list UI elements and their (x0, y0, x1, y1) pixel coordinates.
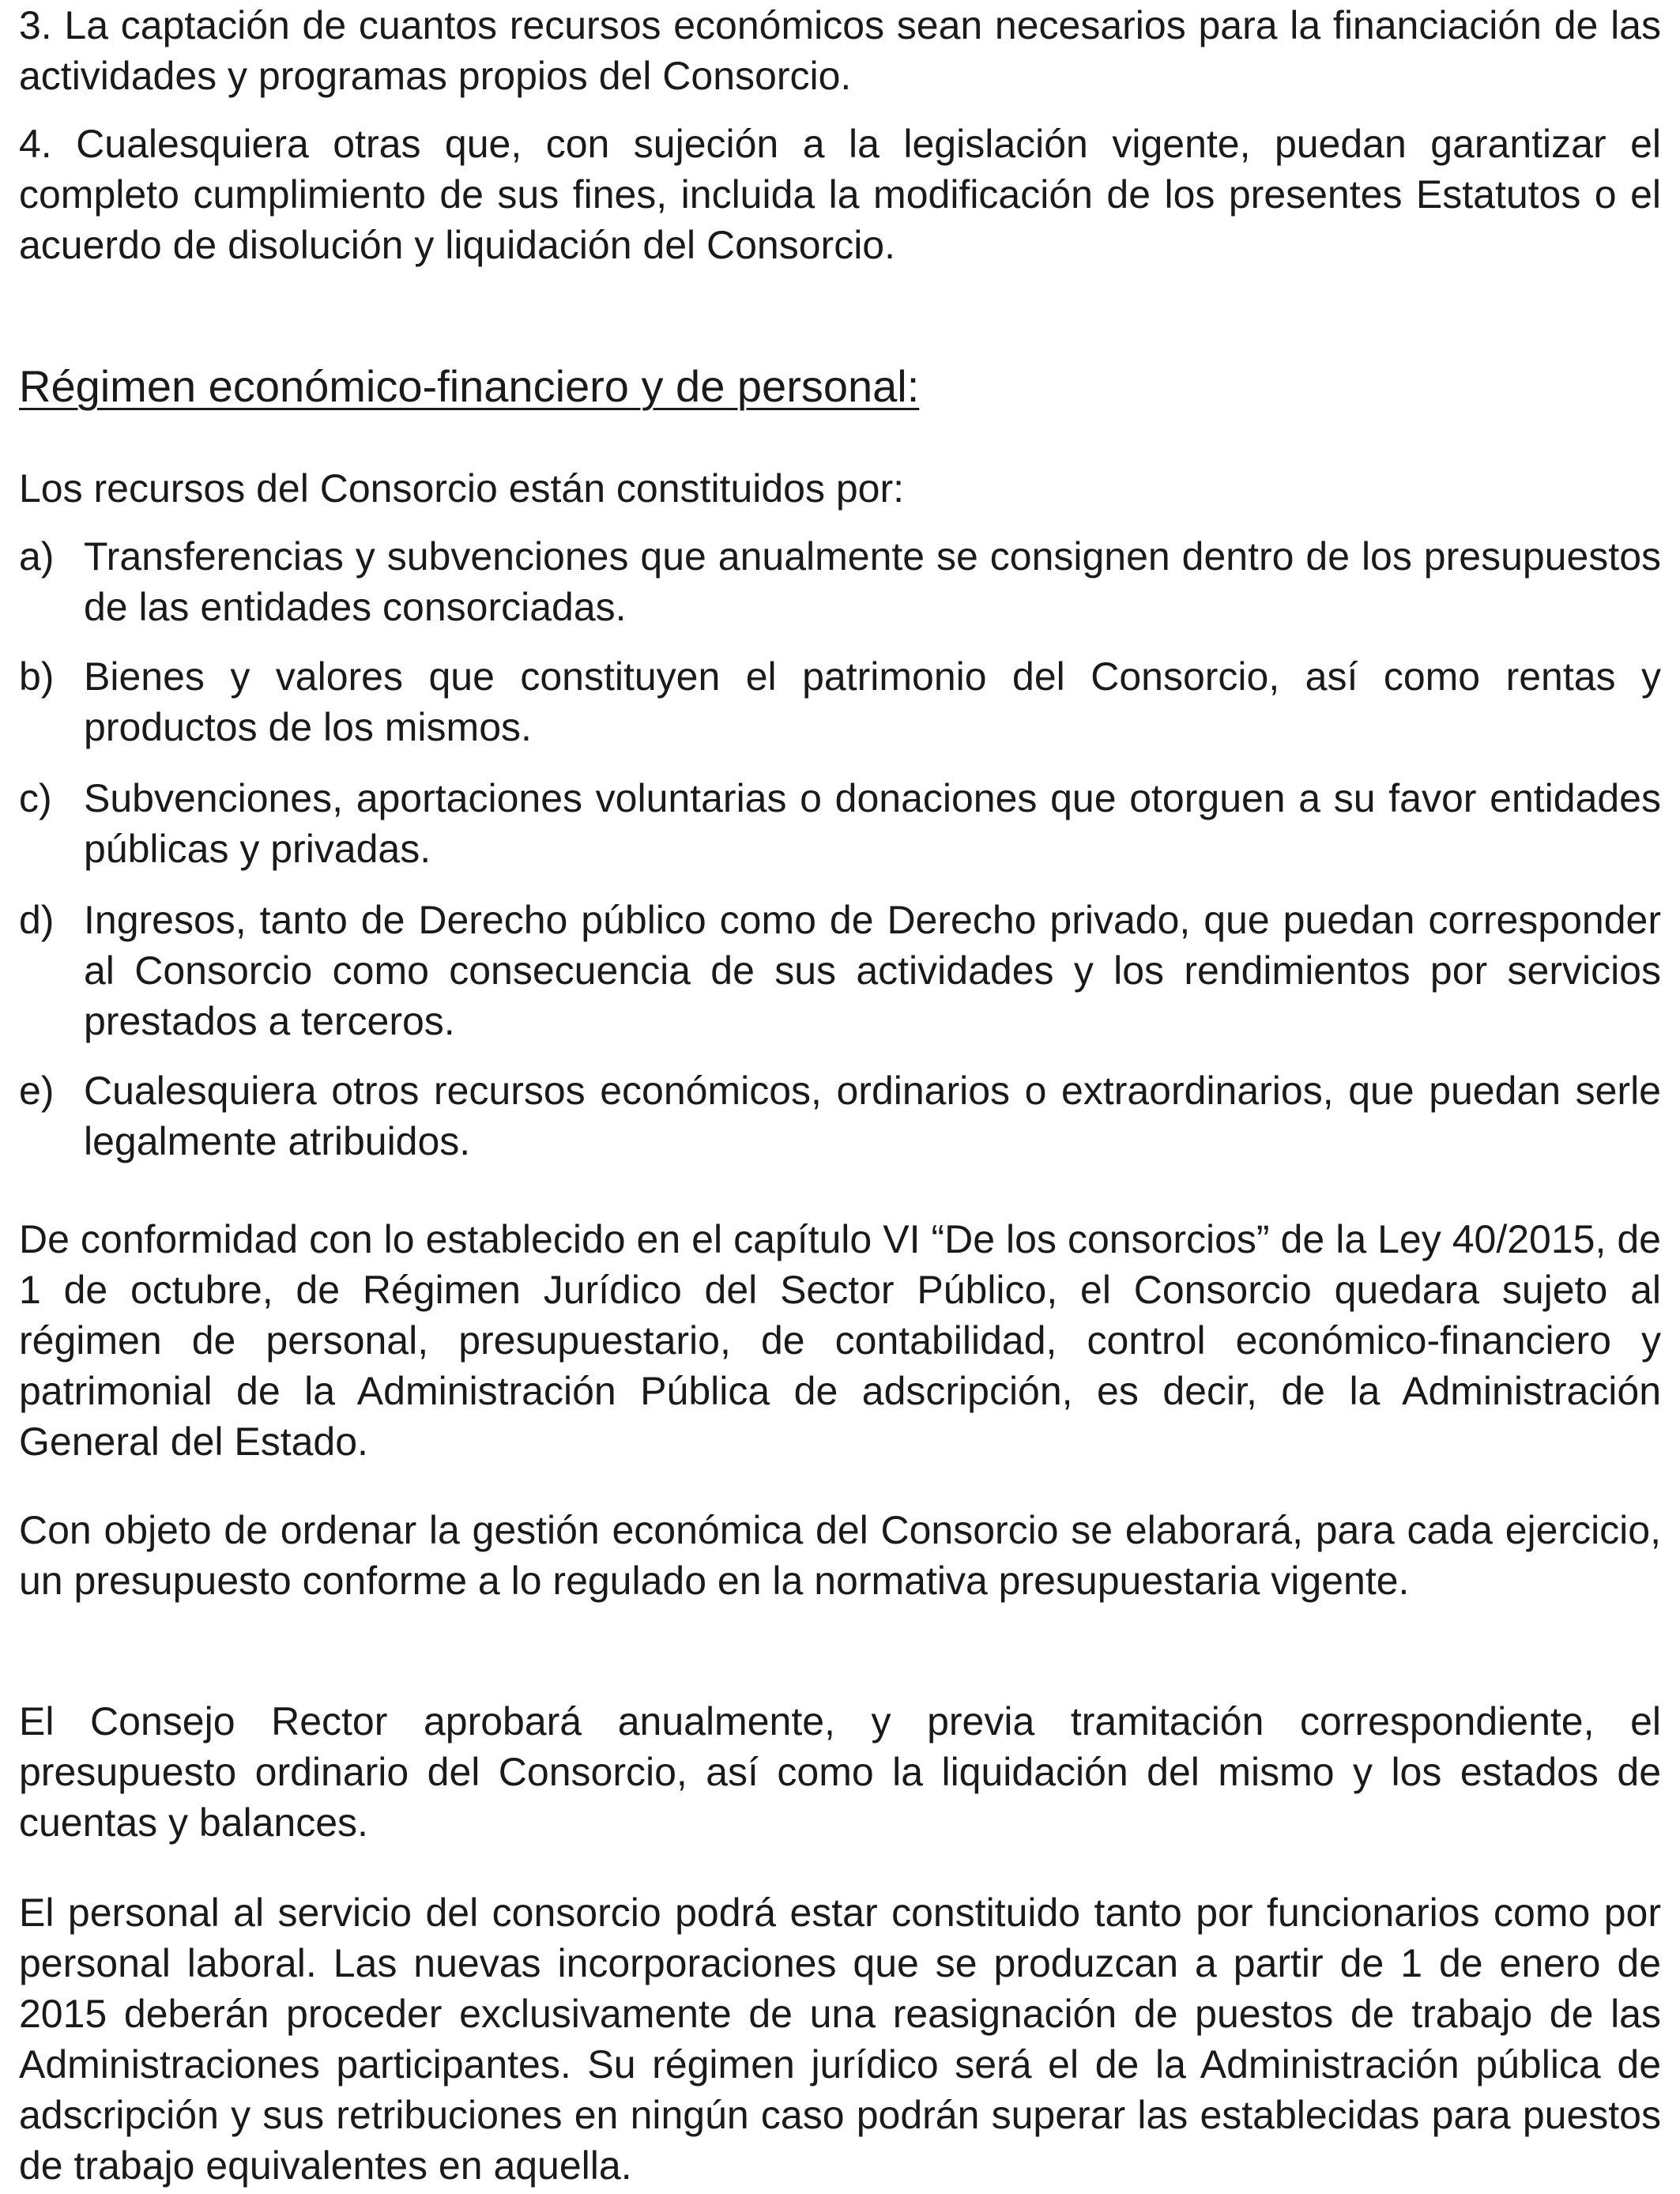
resource-letter: d) (19, 898, 55, 942)
paragraph-personal: El personal al servicio del consorcio podrá estar constituido tanto por funcionarios como por personal laboral. Las nuevas incorporaciones que se produzcan a partir de 1 de enero de 2015 deberán proceder exclusivamente de una reasignación de puestos de trabajo de las Administraciones participantes. Su régimen jurídico será el de la Administración pública de adscripción y sus retribuciones en ningún caso podrán superar las establecidas para puestos de trabajo equivalentes en aquella. (19, 1891, 1661, 2188)
resource-text: Bienes y valores que constituyen el patrimonio del Consorcio, así como rentas y productos de los mismos. (84, 654, 1661, 749)
resources-intro: Los recursos del Consorcio están constituidos por: (19, 466, 905, 511)
resource-item-b (19, 651, 1661, 752)
resource-letter: e) (19, 1069, 55, 1113)
section-heading: Régimen económico-financiero y de personal: (19, 361, 920, 411)
resource-text: Subvenciones, aportaciones voluntarias o donaciones que otorguen a su favor entidades públicas y privadas. (84, 776, 1661, 871)
paragraph-consejo-rector: El Consejo Rector aprobará anualmente, y previa tramitación correspondiente, el presupuesto ordinario del Consorcio, así como la liquidación del mismo y los estados de cuentas y balances. (19, 1699, 1661, 1845)
resource-letter: b) (19, 654, 55, 699)
resource-item-e (19, 1065, 1661, 1167)
resource-item-d (19, 895, 1661, 1046)
intro-item-3: 3. La captación de cuantos recursos económicos sean necesarios para la financiación de las actividades y programas propios del Consorcio. (19, 3, 1661, 98)
resource-item-a (19, 531, 1661, 632)
resource-text: Transferencias y subvenciones que anualmente se consignen dentro de los presupuestos de las entidades consorciadas. (84, 534, 1661, 629)
intro-item-4: 4. Cualesquiera otras que, con sujeción a la legislación vigente, puedan garantizar el completo cumplimiento de sus fines, incluida la modificación de los presentes Estatutos o el acuerdo de disolución y liquidación del Consorcio. (19, 122, 1661, 267)
paragraph-ley-40-2015: De conformidad con lo establecido en el capítulo VI “De los consorcios” de la Ley 40/2015, de 1 de octubre, de Régimen Jurídico del Sector Público, el Consorcio quedara sujeto al régimen de personal, presupuestario, de contabilidad, control económico-financiero y patrimonial de la Administración Pública de adscripción, es decir, de la Administración General del Estado. (19, 1217, 1661, 1464)
resource-item-c (19, 773, 1661, 874)
paragraph-presupuesto: Con objeto de ordenar la gestión económica del Consorcio se elaborará, para cada ejercicio, un presupuesto conforme a lo regulado en la normativa presupuestaria vigente. (19, 1508, 1661, 1603)
resource-letter: a) (19, 534, 55, 579)
resource-text: Cualesquiera otros recursos económicos, ordinarios o extraordinarios, que puedan serle legalmente atribuidos. (84, 1069, 1661, 1163)
resource-text: Ingresos, tanto de Derecho público como de Derecho privado, que puedan corresponder al Consorcio como consecuencia de sus actividades y los rendimientos por servicios prestados a terceros. (84, 898, 1661, 1043)
resource-letter: c) (19, 776, 52, 820)
